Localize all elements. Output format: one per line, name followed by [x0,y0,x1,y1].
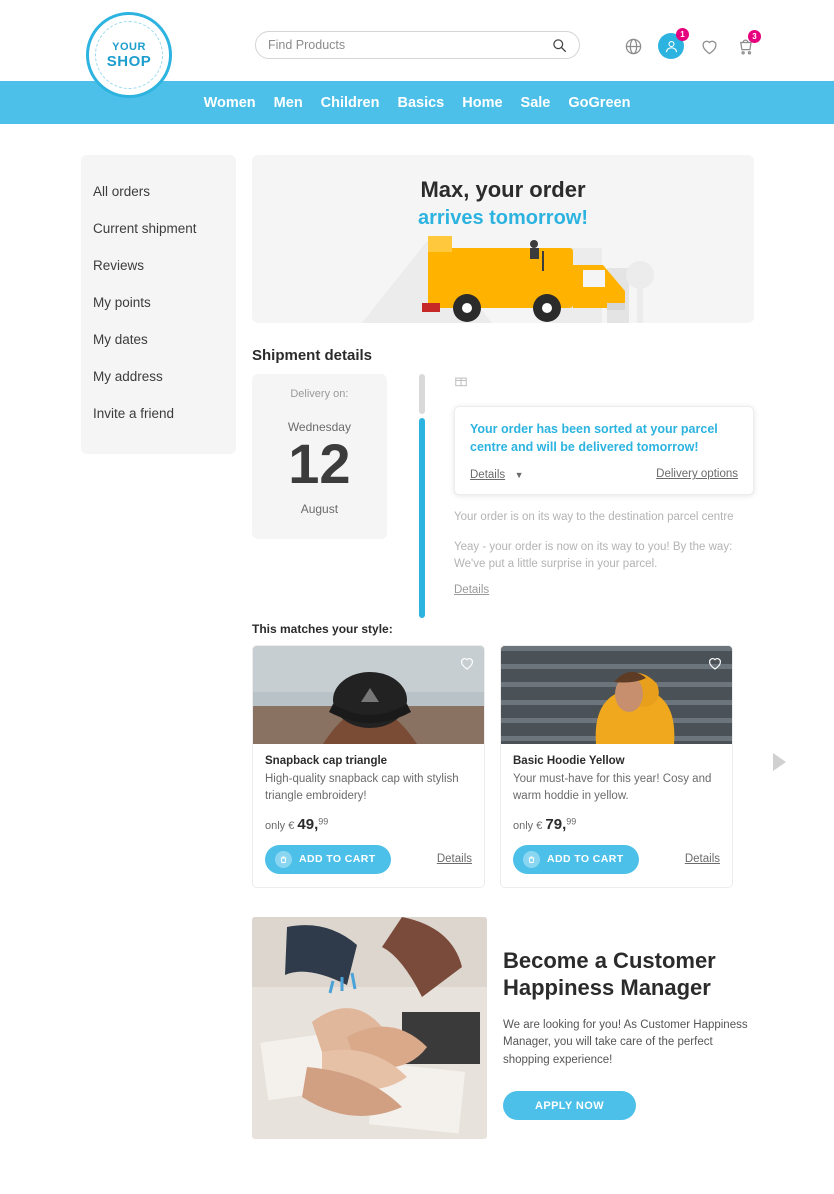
nav-item-basics[interactable]: Basics [397,94,445,111]
wishlist-heart-icon[interactable] [707,655,723,675]
globe-icon[interactable] [622,35,644,57]
delivery-day: 12 [288,432,351,495]
nav-item-children[interactable]: Children [320,94,380,111]
product-description: High-quality snapback cap with stylish triangle embroidery! [265,773,459,802]
delivery-options-link[interactable]: Delivery options [656,468,738,481]
delivery-truck-illustration [252,223,754,323]
account-badge: 1 [676,28,689,41]
product-details-link[interactable]: Details [684,853,720,866]
price-prefix: only € [265,819,295,832]
cart-icon[interactable] [734,32,757,57]
careers-banner [252,917,754,1139]
timeline-segment-pending [419,374,425,414]
sidebar-item-my-address[interactable]: My address [93,369,163,384]
delivery-weekday: Wednesday [287,420,351,434]
product-carousel [252,645,754,887]
status-details-link[interactable]: Details ▼ [470,469,524,482]
bag-icon [275,851,292,868]
price-prefix: only € [513,819,543,832]
sidebar-item-current-shipment[interactable]: Current shipment [93,221,197,236]
hero-title: Max, your order [420,177,586,202]
header-icons [622,30,757,59]
heart-icon[interactable] [698,35,720,57]
logo-line2: SHOP [106,52,152,70]
nav-item-home[interactable]: Home [462,94,503,111]
add-to-cart-button[interactable] [265,845,391,874]
shipment-row [252,374,754,598]
banner-image [252,917,487,1139]
product-actions [265,845,472,874]
price-main: 49, [297,815,319,833]
logo[interactable] [86,12,172,98]
wishlist-heart-icon[interactable] [459,655,475,675]
product-name: Basic Hoodie Yellow [513,755,625,768]
shipment-details-title: Shipment details [252,347,373,364]
sidebar-item-all-orders[interactable]: All orders [93,184,151,199]
logo-line1: YOUR [112,40,146,53]
nav-item-gogreen[interactable]: GoGreen [568,94,631,111]
delivery-month: August [300,502,339,516]
product-card[interactable] [500,645,733,887]
timeline-note-2: Yeay - your order is now on its way to you! By the way: We've put a little surprise in your parcel. [454,540,733,570]
banner-title: Become a Customer Happiness Manager [503,947,716,1001]
main-column [252,155,754,1139]
shipment-timeline [419,374,424,598]
banner-body: We are looking for you! As Customer Happiness Manager, you will take care of the perfect shopping experience! [503,1018,748,1067]
search-icon[interactable] [552,38,567,53]
timeline-segment-active [419,418,425,618]
banner-text [503,917,754,1139]
product-image [253,646,484,744]
product-details-link[interactable]: Details [436,853,472,866]
sidebar-item-my-points[interactable]: My points [93,295,151,310]
chevron-down-icon: ▼ [514,470,524,481]
nav-item-women[interactable]: Women [203,94,256,111]
delivery-hero [252,155,754,323]
add-to-cart-label: ADD TO CART [299,853,376,866]
account-icon[interactable] [658,30,685,59]
product-body [253,744,484,886]
product-card[interactable] [252,645,485,887]
timeline-note-1: Your order is on its way to the destination parcel centre [454,511,734,524]
product-body [501,744,732,886]
delivery-date-card [252,374,387,539]
price-cents: 99 [566,815,577,826]
sidebar-item-invite-a-friend[interactable]: Invite a friend [93,406,175,421]
timeline-details-link[interactable]: Details [454,584,490,597]
nav-item-men[interactable]: Men [273,94,303,111]
product-price [513,816,720,833]
search-input[interactable] [268,38,552,52]
hero-subtitle: arrives tomorrow! [417,207,589,229]
status-message: Your order has been sorted at your parcel centre and will be delivered tomorrow! [470,422,718,455]
price-cents: 99 [318,815,329,826]
price-main: 79, [545,815,567,833]
sidebar-item-reviews[interactable]: Reviews [93,258,145,273]
bag-icon [523,851,540,868]
status-card-actions [470,465,738,483]
package-icon [454,376,468,391]
cart-badge: 3 [748,30,761,43]
nav-item-sale[interactable]: Sale [520,94,551,111]
product-price [265,816,472,833]
product-image [501,646,732,744]
product-actions [513,845,720,874]
site-header [0,0,834,81]
apply-now-button[interactable]: APPLY NOW [503,1091,636,1120]
logo-ring [95,21,163,89]
shipment-status-card [454,406,754,495]
carousel-next-arrow-icon[interactable] [773,753,786,771]
add-to-cart-label: ADD TO CART [547,853,624,866]
product-name: Snapback cap triangle [265,755,388,768]
add-to-cart-button[interactable] [513,845,639,874]
account-sidebar [81,155,236,454]
timeline-content [438,374,754,598]
search-bar[interactable] [255,31,580,59]
matches-title: This matches your style: [252,622,393,637]
product-description: Your must-have for this year! Cosy and warm hoddie in yellow. [513,773,712,802]
sidebar-item-my-dates[interactable]: My dates [93,332,148,347]
delivery-on-label: Delivery on: [290,388,349,400]
